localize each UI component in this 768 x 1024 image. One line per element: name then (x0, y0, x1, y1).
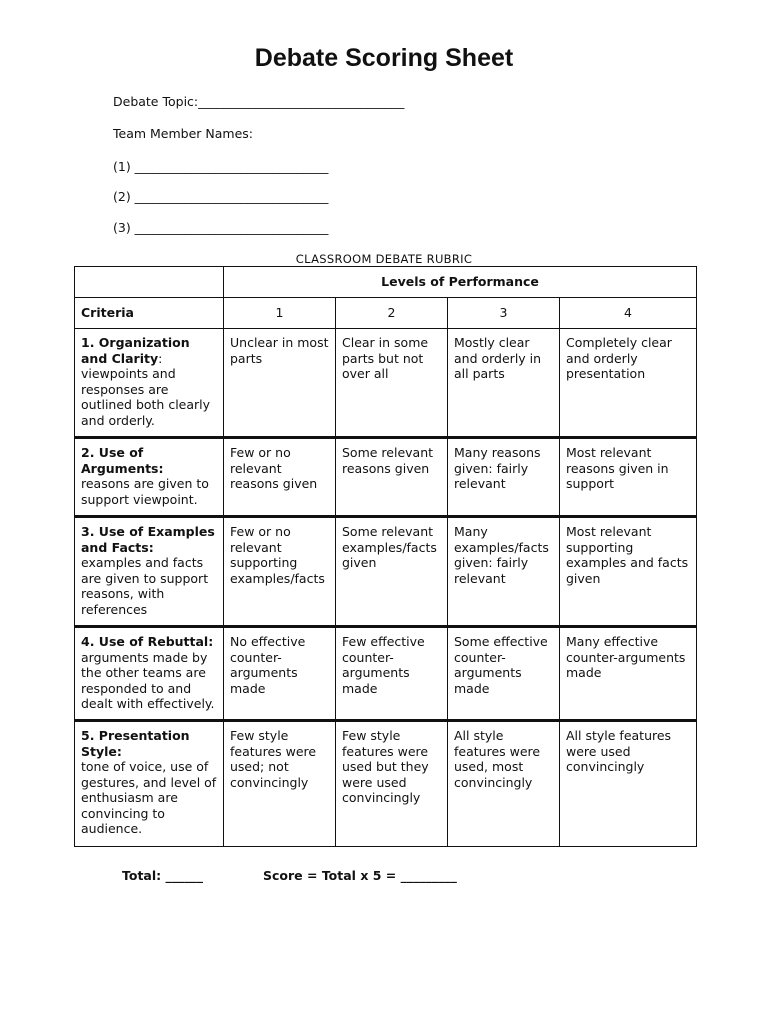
level-3-cell: Many examples/facts given: fairly relevant (448, 518, 560, 628)
criteria-description: examples and facts are given to support reasons, with references (81, 555, 209, 617)
criteria-cell (75, 518, 224, 628)
criteria-title: 3. Use of Examples and Facts: (81, 524, 215, 555)
level-3-cell: All style features were used, most convincingly (448, 722, 560, 846)
rubric-table (74, 266, 697, 847)
criteria-cell (75, 329, 224, 439)
criteria-title: 2. Use of Arguments: (81, 445, 164, 476)
level-3-cell: Many reasons given: fairly relevant (448, 439, 560, 518)
level-1-cell: Few or no relevant reasons given (224, 439, 336, 518)
level-4-cell: All style features were used convincingly (566, 728, 672, 774)
criteria-cell (75, 439, 224, 518)
level-4-cell: Most relevant supporting examples and facts given (560, 518, 696, 628)
criteria-title: 5. Presentation Style: (81, 728, 190, 759)
level-4-cell: Many effective counter-arguments made (560, 628, 696, 722)
table-row (75, 329, 696, 439)
level-4-header: 4 (560, 298, 696, 329)
level-1-cell: Few or no relevant supporting examples/facts (224, 518, 336, 628)
table-row (75, 722, 696, 846)
table-row (75, 518, 696, 628)
debate-topic-field: Debate Topic:_________________________________ (113, 94, 405, 109)
level-3-cell: Some effective counter-arguments made (448, 628, 560, 722)
member-3-field: (3) _______________________________ (113, 220, 329, 235)
table-row (75, 628, 696, 722)
empty-corner-cell (75, 267, 224, 298)
level-2-cell: Some relevant reasons given (336, 439, 448, 518)
criteria-description: tone of voice, use of gestures, and level of enthusiasm are convincing to audience. (81, 759, 217, 836)
level-2-cell: Few effective counter-arguments made (336, 628, 448, 722)
level-4-cell: Completely clear and orderly presentation (560, 329, 696, 439)
levels-header: Levels of Performance (224, 267, 696, 298)
total-field: Total: ______ (122, 868, 203, 883)
criteria-title-suffix: : (158, 350, 163, 366)
level-2-cell: Few style features were used but they were used convincingly (336, 722, 448, 846)
member-2-field: (2) _______________________________ (113, 189, 329, 204)
score-field: Score = Total x 5 = _________ (263, 868, 457, 883)
level-2-cell: Some relevant examples/facts given (336, 518, 448, 628)
rubric-caption: CLASSROOM DEBATE RUBRIC (295, 252, 473, 266)
level-3-header: 3 (448, 298, 560, 329)
criteria-cell (75, 722, 224, 846)
level-4-cell: Most relevant reasons given in support (560, 439, 696, 518)
level-1-cell: Few style features were used; not convincingly (224, 722, 336, 846)
level-1-cell: No effective counter-arguments made (224, 628, 336, 722)
criteria-header-row (75, 298, 696, 329)
criteria-description: arguments made by the other teams are responded to and dealt with effectively. (81, 649, 215, 711)
level-1-header: 1 (224, 298, 336, 329)
criteria-title: 4. Use of Rebuttal: (81, 634, 214, 649)
criteria-description: viewpoints and responses are outlined both clearly and orderly. (81, 366, 211, 428)
member-1-field: (1) _______________________________ (113, 159, 329, 174)
criteria-cell (75, 628, 224, 722)
level-2-header: 2 (336, 298, 448, 329)
team-members-label: Team Member Names: (113, 126, 254, 141)
criteria-header: Criteria (75, 298, 224, 329)
levels-header-row (75, 267, 696, 298)
level-2-cell: Clear in some parts but not over all (336, 329, 448, 439)
level-3-cell: Mostly clear and orderly in all parts (448, 329, 560, 439)
criteria-description: reasons are given to support viewpoint. (81, 476, 209, 507)
page-title: Debate Scoring Sheet (254, 44, 514, 72)
criteria-title: 1. Organization and Clarity (81, 335, 190, 366)
level-1-cell: Unclear in most parts (224, 329, 336, 439)
table-row (75, 439, 696, 518)
